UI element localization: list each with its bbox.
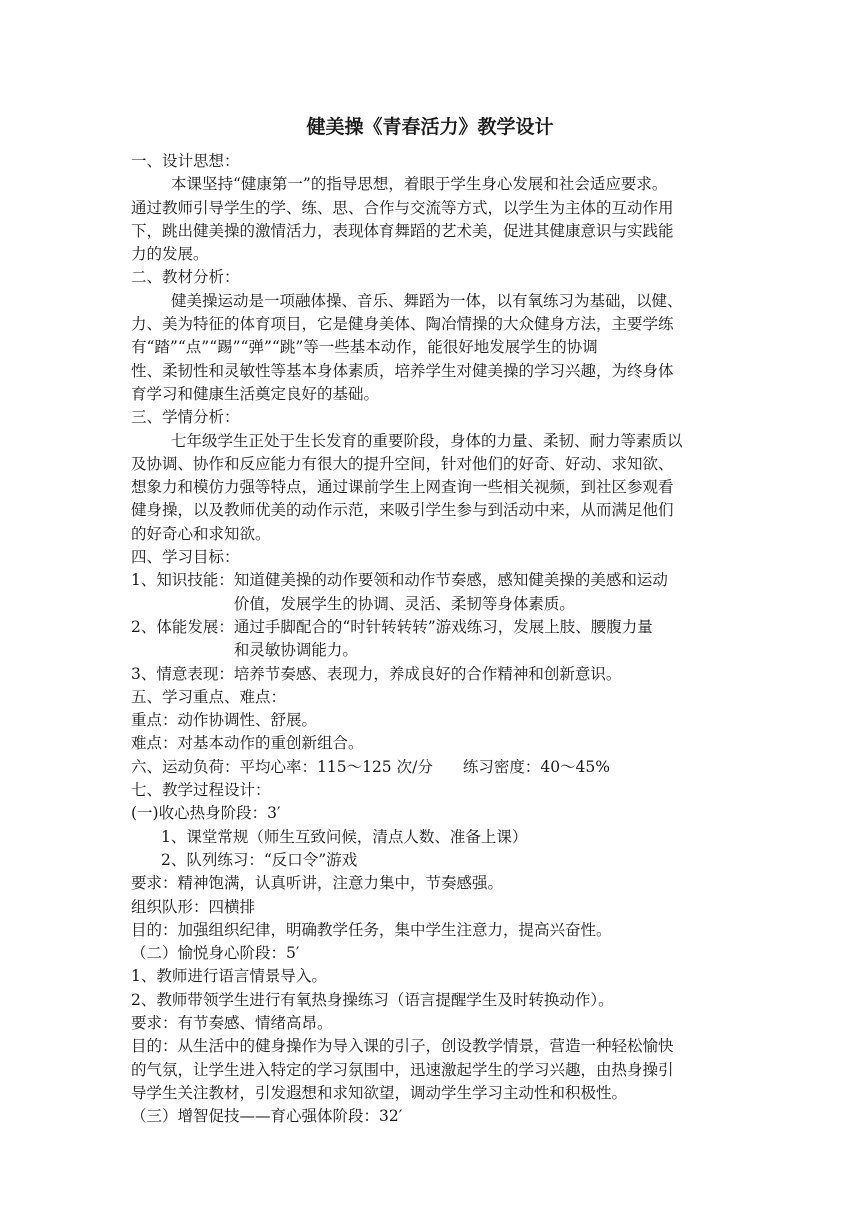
section-heading-material-analysis: 二、教材分析： bbox=[131, 268, 240, 287]
purpose-text: 目的：加强组织纪律，明确教学任务，集中学生注意力，提高兴奋性。 bbox=[131, 920, 612, 939]
goal-text bbox=[234, 616, 731, 663]
goal-line: 知道健美操的动作要领和动作节奏感，感知健美操的美感和运动 bbox=[233, 571, 668, 590]
phase-heading-warmup: (一)收心热身阶段：3′ bbox=[131, 804, 281, 823]
goal-text bbox=[234, 569, 731, 616]
requirement-text: 要求：有节奏感、情绪高昂。 bbox=[131, 1013, 333, 1032]
goal-line: 价值，发展学生的协调、灵活、柔韧等身体素质。 bbox=[233, 594, 575, 613]
list-item: 1、教师进行语言情景导入。 bbox=[131, 967, 327, 986]
paragraph-line: 及协调、协作和反应能力有很大的提升空间，针对他们的好奇、好动、求知欲、 bbox=[131, 454, 674, 473]
paragraph-line: 健美操运动是一项融体操、音乐、舞蹈为一体，以有氧练习为基础，以健、 bbox=[171, 291, 683, 310]
paragraph-line: 本课坚持“健康第一”的指导思想，着眼于学生身心发展和社会适应要求。 bbox=[171, 175, 668, 194]
goal-key: 1、知识技能： bbox=[131, 571, 234, 590]
paragraph-line: 健身操，以及教师优美的动作示范，来吸引学生参与到活动中来，从而满足他们 bbox=[131, 501, 674, 520]
difficulty-text: 难点：对基本动作的重创新组合。 bbox=[131, 734, 364, 753]
section-heading-learning-goals: 四、学习目标： bbox=[131, 548, 240, 567]
paragraph-line: 的好奇心和求知欲。 bbox=[131, 524, 271, 543]
purpose-line: 的气氛，让学生进入特定的学习氛围中，迅速激起学生的学习兴趣，由热身操引 bbox=[131, 1060, 674, 1079]
document-body bbox=[131, 150, 731, 1128]
paragraph-line: 力的发展。 bbox=[131, 245, 209, 264]
heart-rate-text: 六、运动负荷：平均心率：115～125 次/分 bbox=[131, 757, 433, 776]
list-item: 1、课堂常规（师生互致问候，清点人数、准备上课） bbox=[161, 827, 528, 846]
purpose-line: 目的：从生活中的健身操作为导入课的引子，创设教学情景，营造一种轻松愉快 bbox=[131, 1037, 674, 1056]
phase-heading-skill: （三）增智促技——育心强体阶段：32′ bbox=[131, 1107, 403, 1126]
goal-item-knowledge bbox=[131, 569, 731, 616]
formation-text: 组织队形：四横排 bbox=[131, 897, 256, 916]
goal-item-emotion bbox=[131, 663, 731, 686]
goal-line: 培养节奏感、表现力，养成良好的合作精神和创新意识。 bbox=[233, 664, 622, 683]
paragraph-line: 性、柔韧性和灵敏性等基本身体素质，培养学生对健美操的学习兴趣，为终身体 bbox=[131, 361, 674, 380]
paragraph-line: 想象力和模仿力强等特点，通过课前学生上网查询一些相关视频，到社区参观看 bbox=[131, 478, 674, 497]
goal-line: 和灵敏协调能力。 bbox=[233, 641, 358, 660]
section-heading-teaching-process: 七、教学过程设计： bbox=[131, 781, 271, 800]
paragraph-line: 下，跳出健美操的激情活力，表现体育舞蹈的艺术美，促进其健康意识与实践能 bbox=[131, 221, 674, 240]
document-title: 健美操《青春活力》教学设计 bbox=[306, 116, 554, 138]
paragraph-line: 育学习和健康生活奠定良好的基础。 bbox=[131, 384, 380, 403]
key-point-text: 重点：动作协调性、舒展。 bbox=[131, 711, 318, 730]
phase-heading-pleasure: （二）愉悦身心阶段：5′ bbox=[131, 944, 300, 963]
goal-key: 2、体能发展： bbox=[131, 617, 234, 636]
list-item: 2、教师带领学生进行有氧热身操练习（语言提醒学生及时转换动作）。 bbox=[131, 990, 614, 1009]
list-item: 2、队列练习：“反口令”游戏 bbox=[161, 850, 358, 869]
goal-line: 通过手脚配合的“时针转转转”游戏练习，发展上肢、腰腹力量 bbox=[233, 617, 653, 636]
purpose-line: 导学生关注教材，引发遐想和求知欲望，调动学生学习主动性和积极性。 bbox=[131, 1083, 628, 1102]
goal-item-fitness bbox=[131, 616, 731, 663]
section-heading-design-idea: 一、设计思想： bbox=[131, 152, 240, 170]
goal-text bbox=[234, 663, 731, 686]
section-heading-key-points: 五、学习重点、难点： bbox=[131, 687, 287, 706]
requirement-text: 要求：精神饱满，认真听讲，注意力集中，节奏感强。 bbox=[131, 874, 504, 893]
practice-density-text: 练习密度：40～45% bbox=[462, 757, 611, 776]
paragraph-line: 通过教师引导学生的学、练、思、合作与交流等方式，以学生为主体的互动作用 bbox=[131, 198, 674, 217]
paragraph-line: 有“踏”“点”“踢”“弹”“跳”等一些基本动作，能很好地发展学生的协调 bbox=[131, 338, 598, 357]
paragraph-line: 七年级学生正处于生长发育的重要阶段，身体的力量、柔韧、耐力等素质以 bbox=[171, 431, 683, 450]
goal-key: 3、情意表现： bbox=[131, 664, 234, 683]
section-heading-student-analysis: 三、学情分析： bbox=[131, 408, 240, 427]
paragraph-line: 力、美为特征的体育项目，它是健身美体、陶冶情操的大众健身方法，主要学练 bbox=[131, 315, 674, 334]
section-heading-exercise-load bbox=[131, 756, 731, 779]
